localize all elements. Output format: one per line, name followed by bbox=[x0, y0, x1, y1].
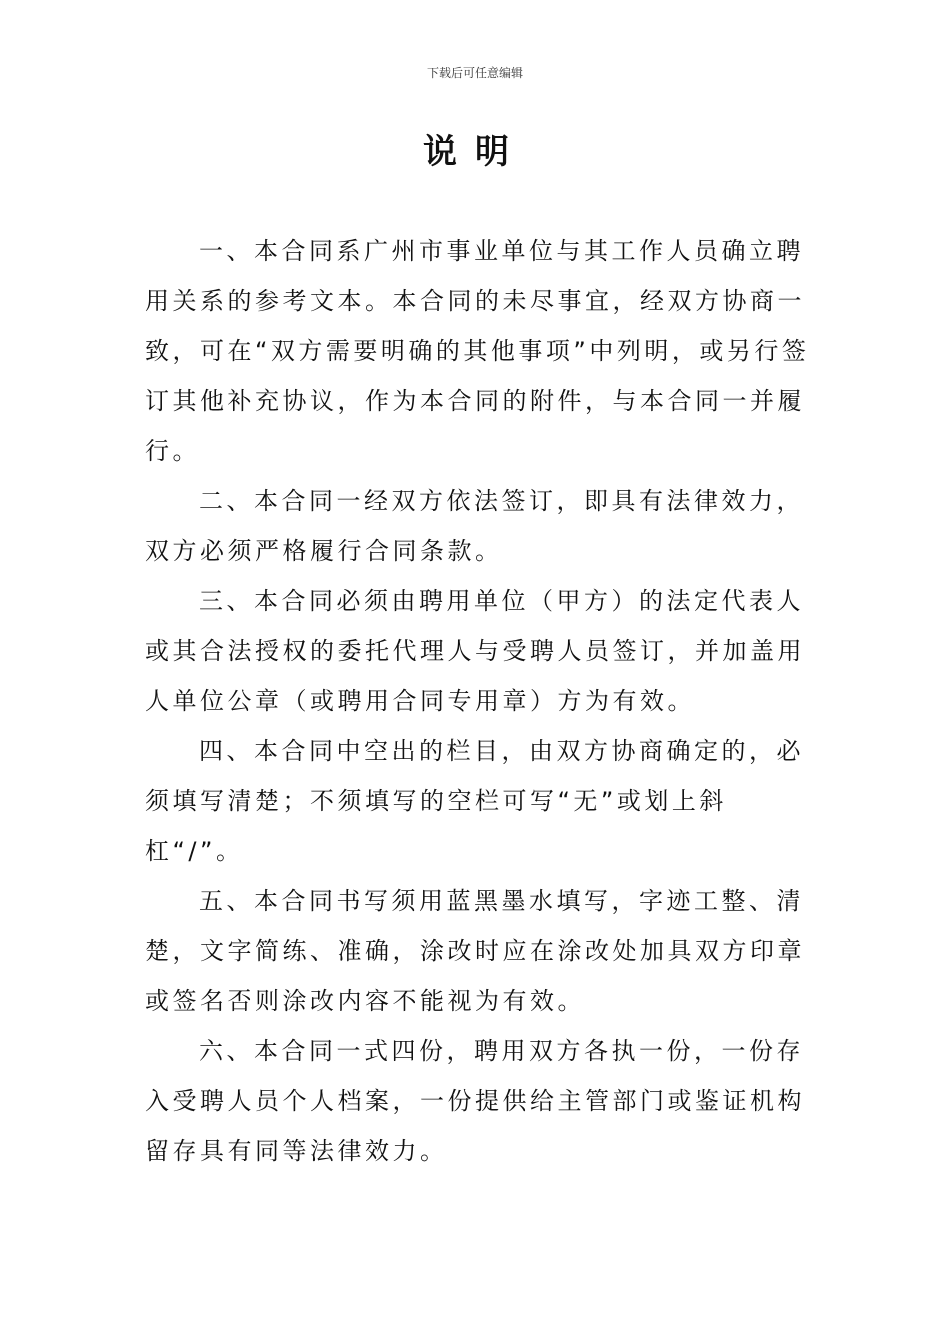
document-title: 说明 bbox=[423, 132, 527, 172]
page-header-note: 下载后可任意编辑 bbox=[426, 66, 523, 80]
paragraph-1: 一、本合同系广州市事业单位与其工作人员确立聘用关系的参考文本。本合同的未尽事宜，经双方协商一致，可在“双方需要明确的其他事项”中列明，或另行签订其他补充协议，作为本合同的附件，与本合同一并履行。 bbox=[145, 237, 810, 465]
paragraph-5: 五、本合同书写须用蓝黑墨水填写，字迹工整、清楚，文字简练、准确，涂改时应在涂改处加具双方印章或签名否则涂改内容不能视为有效。 bbox=[145, 887, 805, 1015]
paragraph-4: 四、本合同中空出的栏目，由双方协商确定的，必须填写清楚；不须填写的空栏可写“无”或划上斜杠“/”。 bbox=[145, 737, 804, 865]
document-body bbox=[145, 226, 825, 1176]
paragraph-6: 六、本合同一式四份，聘用双方各执一份，一份存入受聘人员个人档案，一份提供给主管部门或鉴证机构留存具有同等法律效力。 bbox=[145, 1037, 805, 1165]
paragraph-2: 二、本合同一经双方依法签订，即具有法律效力，双方必须严格履行合同条款。 bbox=[145, 487, 804, 565]
paragraph-3: 三、本合同必须由聘用单位（甲方）的法定代表人或其合法授权的委托代理人与受聘人员签订，并加盖用人单位公章（或聘用合同专用章）方为有效。 bbox=[145, 587, 805, 715]
